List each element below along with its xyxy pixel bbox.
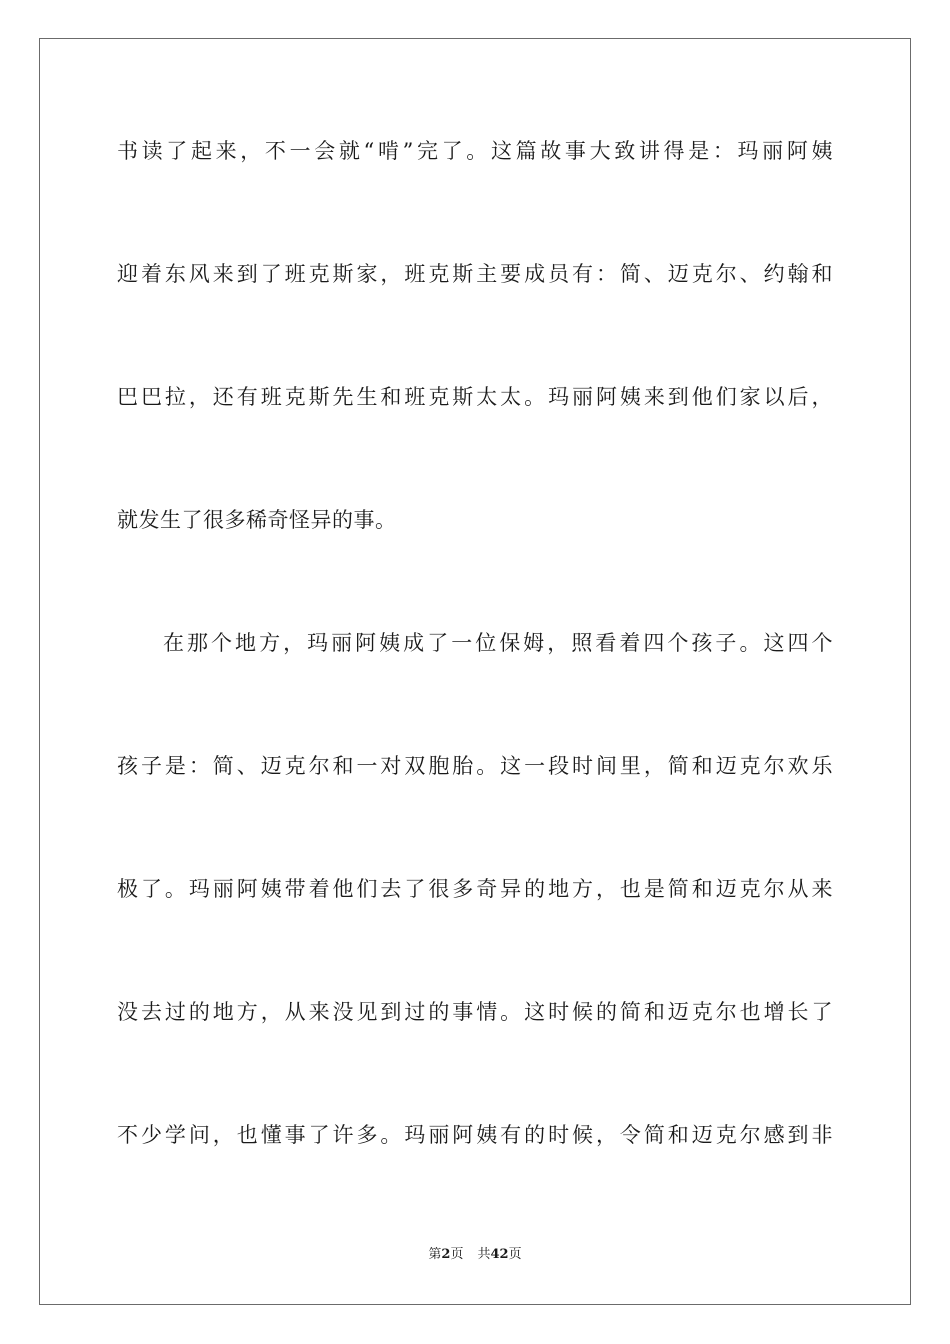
page-prefix: 第 <box>428 1247 442 1262</box>
text-line-6: 孩子是：简、迈克尔和一对双胞胎。这一段时间里，简和迈克尔欢乐 <box>117 754 833 778</box>
text-line-2: 迎着东风来到了班克斯家，班克斯主要成员有：简、迈克尔、约翰和 <box>117 262 833 286</box>
text-line-8: 没去过的地方，从来没见到过的事情。这时候的简和迈克尔也增长了 <box>117 1000 833 1024</box>
page-number: 2 <box>441 1247 451 1262</box>
text-line-1: 书读了起来，不一会就“啃”完了。这篇故事大致讲得是：玛丽阿姨 <box>117 139 833 163</box>
text-line-4: 就发生了很多稀奇怪异的事。 <box>117 508 397 532</box>
text-line-7: 极了。玛丽阿姨带着他们去了很多奇异的地方，也是简和迈克尔从来 <box>117 877 833 901</box>
total-pages: 42 <box>490 1247 509 1262</box>
page-suffix: 页 <box>450 1247 464 1262</box>
text-line-3: 巴巴拉，还有班克斯先生和班克斯太太。玛丽阿姨来到他们家以后， <box>117 385 833 409</box>
text-line-9: 不少学问，也懂事了许多。玛丽阿姨有的时候，令简和迈克尔感到非 <box>117 1123 833 1147</box>
total-suffix: 页 <box>508 1247 522 1262</box>
total-prefix: 共 <box>477 1247 491 1262</box>
page-footer <box>0 1246 950 1264</box>
text-line-5: 在那个地方，玛丽阿姨成了一位保姆，照看着四个孩子。这四个 <box>163 631 833 655</box>
